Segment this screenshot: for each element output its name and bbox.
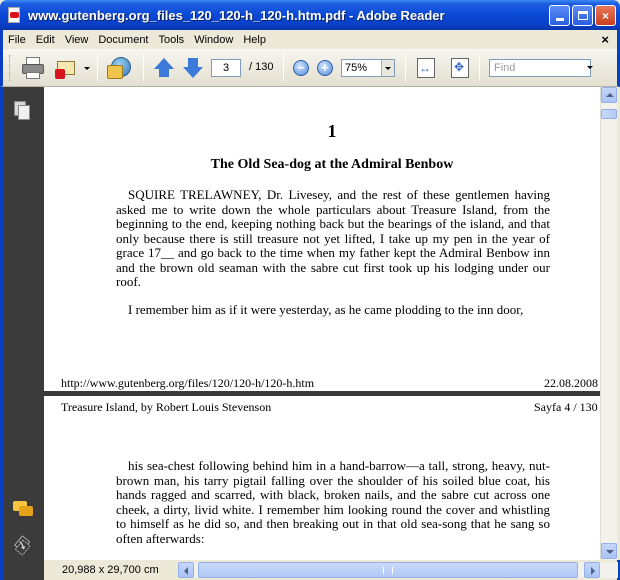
toolbar-separator [143, 55, 144, 81]
menu-window[interactable]: Window [194, 33, 234, 46]
window-controls [549, 5, 616, 26]
pages-panel-icon[interactable] [14, 101, 32, 121]
page-footer-url: http://www.gutenberg.org/files/120/120-h/120-h.htm [61, 376, 315, 390]
comments-icon[interactable] [13, 501, 35, 519]
previous-page-icon[interactable] [154, 58, 174, 78]
globe-icon[interactable] [107, 55, 133, 81]
toolbar-separator [283, 55, 284, 81]
find-dropdown-arrow[interactable] [587, 66, 593, 69]
page-header-title: Treasure Island, by Robert Louis Stevenson [61, 400, 272, 414]
page-number-input[interactable]: 3 [211, 59, 241, 77]
paragraph: SQUIRE TRELAWNEY, Dr. Livesey, and the rest of these gentlemen having asked me to write down the whole particulars about Treasure Island, from the beginning to the end, keeping nothing back but the bearings of the island, and that only because there is still treasure not yet lifted, I take up my pen in the year of grace 17__ and go back to the time when my father kept the Admiral Benbow inn and the brown old seaman with the sabre cut first took up his lodging under our roof. [116, 187, 550, 289]
zoom-select[interactable] [341, 59, 395, 77]
fit-width-icon[interactable] [417, 58, 435, 78]
maximize-button[interactable] [572, 5, 593, 26]
paragraph: I remember him as if it were yesterday, as he came plodding to the inn door, [128, 303, 524, 317]
paragraph: his sea-chest following behind him in a hand-barrow—a tall, strong, heavy, nut-brown man, his tarry pigtail falling over the shoulder of his soiled blue coat, his hands ragged and scarred, with black, broken nails, and the sabre cut across one cheek, a dirty, livid white. I remember him looking round the cover and whistling to himself as he did so, and then breaking out in that old sea-song that he sang so often afterwards: [116, 458, 550, 546]
toolbar-separator [405, 55, 406, 81]
horizontal-scroll-thumb[interactable] [198, 562, 578, 578]
document-view[interactable] [44, 87, 600, 560]
status-bar [44, 560, 620, 580]
page-header-page-number: Sayfa 4 / 130 [534, 400, 598, 414]
menu-document[interactable]: Document [98, 33, 149, 46]
page-separator [44, 391, 600, 396]
menu-bar [0, 30, 620, 49]
zoom-in-button[interactable]: + [317, 60, 333, 76]
scroll-left-button[interactable] [178, 562, 194, 578]
email-icon[interactable] [55, 57, 81, 79]
adobe-reader-icon [6, 7, 22, 23]
document-close-button[interactable]: × [601, 32, 609, 47]
menu-help[interactable]: Help [243, 33, 266, 46]
page-size-label: 20,988 x 29,700 cm [62, 564, 159, 576]
minimize-button[interactable] [549, 5, 570, 26]
navigation-pane [0, 87, 44, 580]
zoom-value: 75% [345, 62, 368, 74]
next-page-icon[interactable] [183, 58, 203, 78]
toolbar-grip[interactable] [9, 55, 12, 81]
scroll-down-button[interactable] [601, 543, 617, 559]
vertical-scrollbar[interactable] [600, 87, 617, 560]
zoom-out-button[interactable]: − [293, 60, 309, 76]
menu-edit[interactable]: Edit [35, 33, 55, 46]
menu-tools[interactable]: Tools [158, 33, 185, 46]
toolbar-separator [97, 55, 98, 81]
email-dropdown-arrow[interactable] [84, 67, 90, 70]
scroll-right-button[interactable] [584, 562, 600, 578]
page-total-label: / 130 [249, 61, 274, 73]
window-title: www.gutenberg.org_files_120_120-h_120-h.htm.pdf - Adobe Reader [28, 7, 445, 23]
page-footer-date: 22.08.2008 [544, 376, 598, 390]
page-heading-number: 1 [327, 121, 337, 141]
horizontal-scrollbar[interactable] [178, 562, 618, 578]
menu-view[interactable]: View [64, 33, 89, 46]
fit-page-icon[interactable] [451, 58, 469, 78]
toolbar [0, 49, 620, 87]
title-bar [0, 0, 620, 30]
attachments-icon[interactable]: ⎘ [10, 533, 35, 558]
menu-file[interactable]: File [8, 33, 26, 46]
printer-icon[interactable] [21, 57, 45, 79]
scroll-up-button[interactable] [601, 87, 617, 103]
zoom-dropdown-arrow[interactable] [381, 60, 394, 76]
close-button[interactable]: × [595, 5, 616, 26]
chapter-title: The Old Sea-dog at the Admiral Benbow [210, 157, 454, 172]
toolbar-separator [479, 55, 480, 81]
vertical-scroll-thumb[interactable] [601, 109, 617, 119]
find-input[interactable]: Find [489, 59, 591, 77]
